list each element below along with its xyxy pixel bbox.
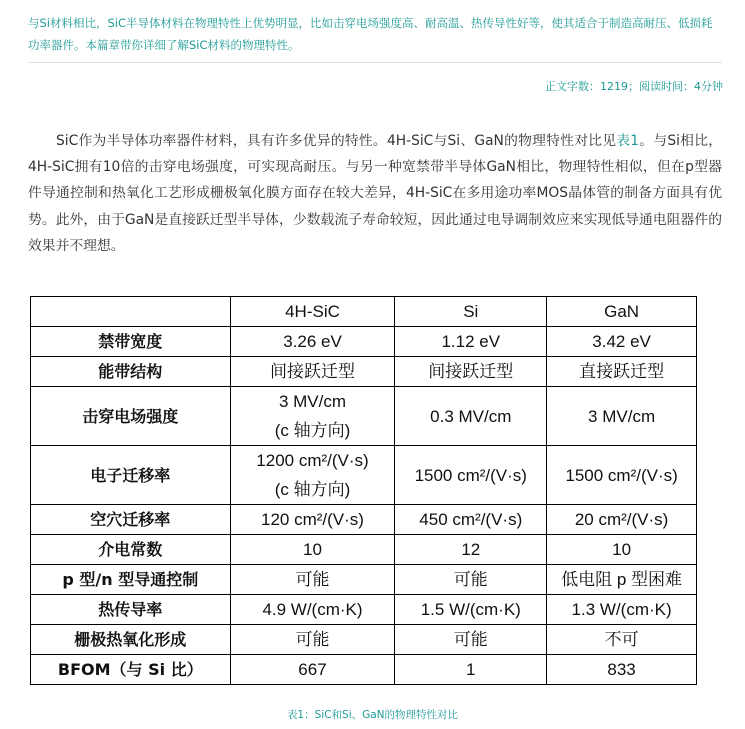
cell-sic: 间接跃迁型 [230, 357, 395, 387]
row-label: 禁带宽度 [31, 327, 231, 357]
paragraph-text-2: 。与Si相比，4H-SiC拥有10倍的击穿电场强度，可实现高耐压。与另一种宽禁带半导体GaN相比，物理特性相似，但在p型器件导通控制和热氧化工艺形成栅极氧化膜方面存在较大差异，4H-SiC在多用途功率MOS晶体管的制备方面具有优势。此外，由于GaN是直接跃迁型半导体，少数载流子寿命较短，因此通过电导调制效应来实现低导通电阻器件的效果并不理想。 [28, 133, 723, 254]
cell-gan: 3.42 eV [547, 327, 697, 357]
table-row [31, 446, 697, 505]
cell-si: 1 [395, 655, 547, 685]
row-label: 击穿电场强度 [31, 387, 231, 446]
table-row [31, 565, 697, 595]
cell-gan: 1500 cm²/(V·s) [547, 446, 697, 505]
cell-si: 1.12 eV [395, 327, 547, 357]
cell-sic: 可能 [230, 625, 395, 655]
table-row [31, 595, 697, 625]
cell-gan: 不可 [547, 625, 697, 655]
cell-gan: 20 cm²/(V·s) [547, 505, 697, 535]
table-row [31, 357, 697, 387]
table-header-row [31, 297, 697, 327]
row-label: 能带结构 [31, 357, 231, 387]
row-label: 介电常数 [31, 535, 231, 565]
table-row [31, 387, 697, 446]
cell-sic: 667 [230, 655, 395, 685]
cell-sic-line1: 1200 cm²/(V·s) [256, 451, 369, 470]
cell-sic: 120 cm²/(V·s) [230, 505, 395, 535]
header-sic: 4H-SiC [230, 297, 395, 327]
row-label: 空穴迁移率 [31, 505, 231, 535]
row-label: p 型/n 型导通控制 [31, 565, 231, 595]
cell-si: 450 cm²/(V·s) [395, 505, 547, 535]
header-si: Si [395, 297, 547, 327]
article-summary: 与Si材料相比，SiC半导体材料在物理特性上优势明显，比如击穿电场强度高、耐高温、热传导性好等，使其适合于制造高耐压、低损耗功率器件。本篇章带你详细了解SiC材料的物理特性。 [28, 16, 713, 52]
paragraph-text-1: SiC作为半导体功率器件材料，具有许多优异的特性。4H-SiC与Si、GaN的物理特性对比见 [56, 133, 617, 149]
table-row [31, 655, 697, 685]
cell-sic [230, 446, 395, 505]
table-reference-link[interactable]: 表1 [616, 133, 640, 149]
cell-gan: 直接跃迁型 [547, 357, 697, 387]
header-empty [31, 297, 231, 327]
row-label: 热传导率 [31, 595, 231, 625]
table-row [31, 327, 697, 357]
cell-si: 12 [395, 535, 547, 565]
cell-sic-line2: (c 轴方向) [274, 480, 351, 499]
table-row [31, 535, 697, 565]
cell-sic-line1: 3 MV/cm [278, 392, 347, 411]
cell-sic: 10 [230, 535, 395, 565]
row-label: 栅极热氧化形成 [31, 625, 231, 655]
row-label: 电子迁移率 [31, 446, 231, 505]
cell-sic-line2: (c 轴方向) [274, 421, 351, 440]
cell-gan: 10 [547, 535, 697, 565]
row-label: BFOM（与 Si 比） [31, 655, 231, 685]
cell-gan: 低电阻 p 型困难 [547, 565, 697, 595]
divider [28, 62, 722, 63]
header-gan: GaN [547, 297, 697, 327]
cell-si: 1.5 W/(cm·K) [395, 595, 547, 625]
reading-meta: 正文字数：1219；阅读时间：4分钟 [545, 80, 723, 93]
cell-si: 可能 [395, 625, 547, 655]
body-paragraph [28, 128, 722, 259]
table-caption: 表1：SiC和Si、GaN的物理特性对比 [286, 709, 459, 721]
cell-sic: 可能 [230, 565, 395, 595]
cell-si: 1500 cm²/(V·s) [395, 446, 547, 505]
cell-sic: 4.9 W/(cm·K) [230, 595, 395, 625]
cell-si: 间接跃迁型 [395, 357, 547, 387]
cell-si: 0.3 MV/cm [395, 387, 547, 446]
cell-gan: 833 [547, 655, 697, 685]
cell-si: 可能 [395, 565, 547, 595]
table-row [31, 625, 697, 655]
cell-gan: 3 MV/cm [547, 387, 697, 446]
cell-sic: 3.26 eV [230, 327, 395, 357]
cell-sic [230, 387, 395, 446]
properties-table [30, 296, 697, 685]
cell-gan: 1.3 W/(cm·K) [547, 595, 697, 625]
table-row [31, 505, 697, 535]
